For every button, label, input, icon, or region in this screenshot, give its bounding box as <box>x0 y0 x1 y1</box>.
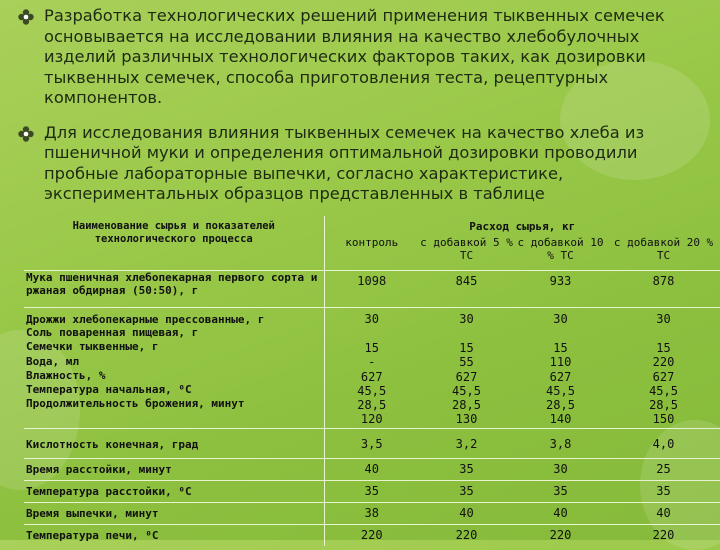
cell-value: 45,5 <box>546 383 575 398</box>
cell-value: 35 <box>419 458 514 480</box>
cell-value: 627 <box>455 369 478 384</box>
cell-value: 845 <box>419 271 514 308</box>
cell-value: 627 <box>360 369 383 384</box>
column-header: с добавкой 20 % ТС <box>613 236 714 262</box>
cell-value: 40 <box>514 502 607 524</box>
cell-value: 627 <box>652 369 675 384</box>
cell-value: 30 <box>656 312 671 326</box>
cell-group <box>607 308 720 429</box>
cell-value: 130 <box>455 412 478 427</box>
cell-value: 140 <box>549 412 572 427</box>
cell-value: 878 <box>607 271 720 308</box>
row-name: Температура расстойки, ⁰С <box>24 480 324 502</box>
cell-value: 3,5 <box>324 428 419 458</box>
row-name: Мука пшеничная хлебопекарная первого сорта и ржаная обдирная (50:50), г <box>24 271 324 308</box>
cell-value: 25 <box>607 458 720 480</box>
cell-value: 38 <box>324 502 419 524</box>
row-name: Время расстойки, минут <box>24 458 324 480</box>
cell-value: 220 <box>607 524 720 546</box>
cell-value: 35 <box>607 480 720 502</box>
cell-value: 45,5 <box>357 383 387 398</box>
cell-value: 220 <box>324 524 419 546</box>
table-row <box>24 271 720 308</box>
bullet-item <box>14 6 714 109</box>
cell-value: 40 <box>324 458 419 480</box>
row-name: Время выпечки, минут <box>24 502 324 524</box>
row-name: Влажность, % <box>26 368 106 382</box>
cell-value: 30 <box>514 458 607 480</box>
cell-value: - <box>368 355 376 370</box>
cell-value: 150 <box>652 412 675 427</box>
cell-value: 627 <box>549 369 572 384</box>
cell-value: 30 <box>553 312 568 326</box>
group-header: Расход сырья, кг <box>469 219 576 233</box>
cell-value: 120 <box>360 412 383 427</box>
cell-value: 40 <box>419 502 514 524</box>
cell-value: 220 <box>652 355 675 370</box>
cell-group <box>514 308 607 429</box>
cell-value: 15 <box>656 341 671 355</box>
cell-value: 4,0 <box>607 428 720 458</box>
cell-value: 30 <box>459 312 474 326</box>
row-name: Дрожжи хлебопекарные прессованные, г <box>26 313 265 326</box>
cell-value: 220 <box>419 524 514 546</box>
bullet-item <box>14 123 714 205</box>
cell-value: 15 <box>364 341 379 355</box>
cell-value: 15 <box>459 341 474 355</box>
table-row <box>24 428 720 458</box>
table-row <box>24 480 720 502</box>
bullet-text: Для исследования влияния тыквенных семечек на качество хлеба из пшеничной муки и определения оптимальной дозировки проводили пробные лабораторные выпечки, согласно характеристике, экспериментальных образцов представленных в таблице <box>44 122 645 203</box>
name-column-header: Наименование сырья и показателей технологического процесса <box>24 216 324 271</box>
column-header: контроль <box>345 236 399 249</box>
column-header: с добавкой 5 % ТС <box>420 236 513 262</box>
table-row-group <box>24 308 720 429</box>
flower-bullet-icon <box>18 126 34 142</box>
row-name: Продолжительность брожения, минут <box>26 397 245 411</box>
row-name-group <box>24 308 324 429</box>
flower-bullet-icon <box>18 9 34 25</box>
cell-group <box>324 308 419 429</box>
column-header: с добавкой 10 % ТС <box>517 236 604 262</box>
bullet-text: Разработка технологических решений применения тыквенных семечек основывается на исследовании влияния на качество хлебобулочных изделий различных технологических факторов таких, как дозировки тыквенных семечек, способа приготовления теста, рецептурных компонентов. <box>44 6 665 107</box>
recipe-table <box>24 216 720 546</box>
row-name: Кислотность конечная, град <box>24 428 324 458</box>
bullet-list <box>14 6 714 219</box>
cell-value: 40 <box>607 502 720 524</box>
table-row <box>24 458 720 480</box>
row-name: Семечки тыквенные, г <box>26 340 159 354</box>
row-name: Температура печи, ⁰С <box>24 524 324 546</box>
cell-value: 28,5 <box>649 398 678 413</box>
cell-value: 28,5 <box>357 398 387 413</box>
cell-value: 45,5 <box>452 383 481 398</box>
cell-value: 45,5 <box>649 383 678 398</box>
row-name: Вода, мл <box>26 354 79 368</box>
cell-value: 55 <box>459 355 474 370</box>
row-name: Температура начальная, ⁰С <box>26 383 192 397</box>
cell-value: 933 <box>514 271 607 308</box>
cell-value: 110 <box>549 355 572 370</box>
cell-value: 3,2 <box>419 428 514 458</box>
row-name: Соль поваренная пищевая, г <box>26 326 199 339</box>
cell-value: 35 <box>514 480 607 502</box>
cell-value: 1098 <box>324 271 419 308</box>
table-row <box>24 502 720 524</box>
cell-value: 15 <box>553 341 568 355</box>
cell-value: 3,8 <box>514 428 607 458</box>
cell-value: 28,5 <box>452 398 481 413</box>
cell-value: 35 <box>419 480 514 502</box>
cell-value: 35 <box>324 480 419 502</box>
cell-value: 220 <box>514 524 607 546</box>
cell-value: 30 <box>364 312 379 326</box>
table-row <box>24 524 720 546</box>
cell-group <box>419 308 514 429</box>
cell-value: 28,5 <box>546 398 575 413</box>
